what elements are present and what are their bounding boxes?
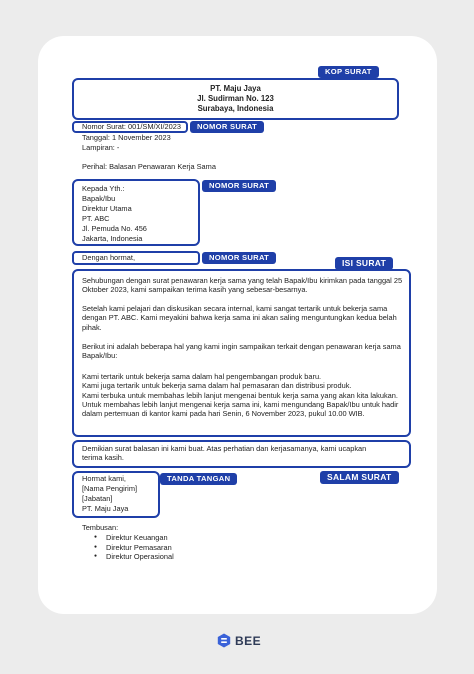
body-paragraph-3: Berikut ini adalah beberapa hal yang kami ingin sampaikan terkait dengan penawaran kerja sama Bapak/Ibu: (82, 342, 401, 361)
company-name: PT. Maju Jaya (210, 84, 261, 93)
letter-number: Nomor Surat: 001/SM/XI/2023 (82, 122, 182, 131)
letter-date: Tanggal: 1 November 2023 (82, 133, 171, 142)
cc-item: ● Direktur Pemasaran (94, 543, 174, 553)
nomor-surat-tag-3: NOMOR SURAT (202, 252, 276, 264)
body-paragraph-4: Kami tertarik untuk bekerja sama dalam hal pengembangan produk baru. Kami juga tertarik untuk bekerja sama dalam hal pemasaran dan distribusi produk. Kami terbuka untuk membahas lebih lanjut mengenai bentuk kerja sama yang akan kita lakukan. Untuk membahas lebih lanjut mengenai kerja sama ini, kami mengundang Bapak/Ibu untuk hadir dalam pertemuan di kantor kami pada hari Senin, 6 November 2023, pukul 10.00 WIB. (82, 372, 399, 419)
recipient-line: Jl. Pemuda No. 456 (82, 224, 147, 233)
cc-label: Tembusan: (82, 523, 119, 532)
company-city: Surabaya, Indonesia (197, 104, 274, 113)
body-paragraph-1: Sehubungan dengan surat penawaran kerja sama yang telah Bapak/Ibu kirimkan pada tanggal 25 Oktober 2023, kami sampaikan terima kasih yang sebesar-besarnya. (82, 276, 403, 295)
cc-item: ● Direktur Operasional (94, 552, 174, 562)
recipient-line: Bapak/Ibu (82, 194, 116, 203)
signature-line: PT. Maju Jaya (82, 504, 129, 513)
nomor-surat-tag-2: NOMOR SURAT (202, 180, 276, 192)
signature-line: [Nama Pengirim] (82, 484, 138, 493)
tanda-tangan-tag: TANDA TANGAN (160, 473, 237, 485)
recipient-line: Kepada Yth.: (82, 184, 125, 193)
isi-surat-tag: ISI SURAT (335, 257, 393, 270)
closing-text: Demikian surat balasan ini kami buat. Atas perhatian dan kerjasamanya, kami ucapkan terima kasih. (82, 444, 367, 463)
recipient-line: PT. ABC (82, 214, 110, 223)
nomor-surat-tag-1: NOMOR SURAT (190, 121, 264, 133)
signature-line: [Jabatan] (82, 494, 113, 503)
cc-item: ● Direktur Keuangan (94, 533, 174, 543)
bee-logo-icon (217, 633, 231, 648)
letter-subject: Perihal: Balasan Penawaran Kerja Sama (82, 162, 216, 171)
greeting: Dengan hormat, (82, 253, 135, 262)
letter-attachment: Lampiran: - (82, 143, 120, 152)
recipient-line: Direktur Utama (82, 204, 132, 213)
body-paragraph-2: Setelah kami pelajari dan diskusikan secara internal, kami sangat tertarik untuk bekerja sama dengan PT. ABC. Kami meyakini bahwa kerja sama ini akan saling menguntungkan kedua belah pihak. (82, 304, 397, 332)
signature-line: Hormat kami, (82, 474, 126, 483)
salam-surat-tag: SALAM SURAT (320, 471, 399, 484)
company-street: Jl. Sudirman No. 123 (197, 94, 274, 103)
recipient-line: Jakarta, Indonesia (82, 234, 143, 243)
cc-list (94, 533, 174, 562)
kop-surat-tag: KOP SURAT (318, 66, 379, 78)
brand-name: BEE (235, 633, 262, 648)
brand-logo (217, 633, 261, 648)
